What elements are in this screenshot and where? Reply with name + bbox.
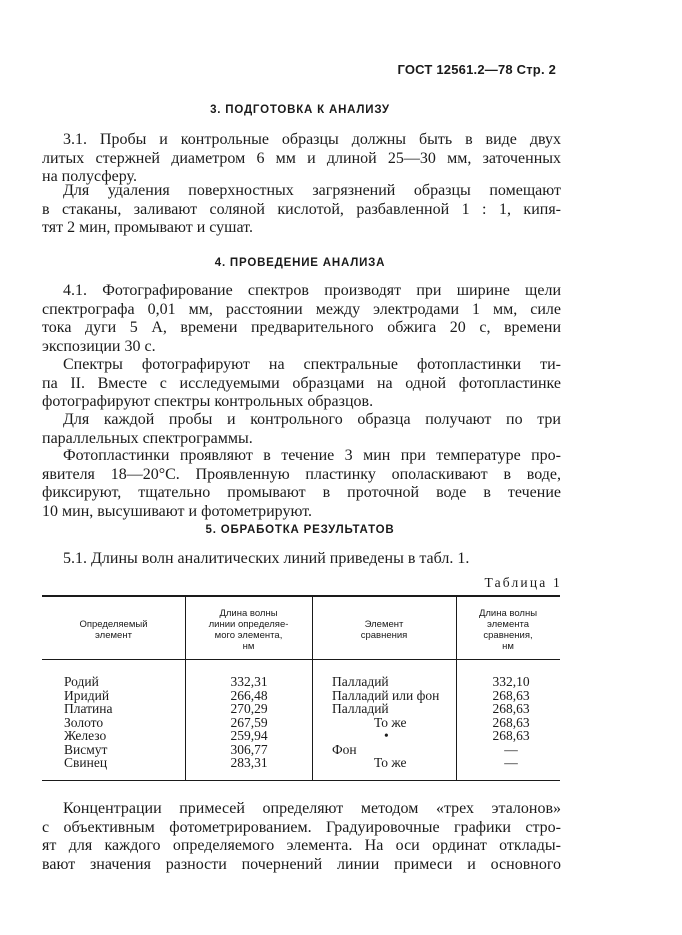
column-elements bbox=[64, 675, 112, 770]
table-cell: Иридий bbox=[64, 687, 110, 703]
header-line: элемента bbox=[486, 619, 530, 630]
text-line: Для удаления поверхностных загрязнений образцы помещают bbox=[63, 182, 561, 199]
text-line: тока дуги 5 А, времени предварительного обжига 20 с, времени bbox=[42, 319, 561, 336]
paragraph-4-developing bbox=[42, 447, 561, 521]
header-reference-wavelength bbox=[456, 602, 560, 658]
text-line: явителя 18—20°С. Проявленную пластинку ополаскивают в воде, bbox=[42, 465, 561, 483]
header-wavelength bbox=[185, 602, 312, 658]
header-line: нм bbox=[242, 641, 255, 652]
text-line: Концентрации примесей определяют методом «трех эталонов» bbox=[63, 800, 561, 817]
header-line: Длина волны bbox=[478, 608, 538, 619]
table-cell: — bbox=[504, 755, 518, 770]
text-line: в стаканы, заливают соляной кислотой, разбавленной 1 : 1, кипя- bbox=[42, 200, 561, 218]
table-cell: Платина bbox=[64, 701, 113, 716]
text-line: Спектры фотографируют на спектральные фотопластинки ти- bbox=[63, 356, 561, 373]
table-cell: 268,63 bbox=[492, 701, 530, 716]
table-cell: 259,94 bbox=[230, 728, 268, 743]
paragraph-4-spectrograms bbox=[42, 411, 561, 448]
header-determined-element bbox=[42, 602, 185, 658]
table-cell: 268,63 bbox=[492, 728, 530, 743]
text-line: па II. Вместе с исследуемыми образцами на одной фотопластинке bbox=[42, 374, 561, 392]
table-cell: Палладий или фон bbox=[332, 687, 440, 703]
column-references bbox=[332, 675, 462, 770]
table-cell: 283,31 bbox=[230, 755, 268, 770]
header-line: линии определяе- bbox=[208, 619, 289, 630]
paragraph-5-1 bbox=[42, 550, 561, 569]
table-cell: 266,48 bbox=[230, 687, 268, 703]
table-cell: Висмут bbox=[64, 741, 108, 757]
table-cell: 268,63 bbox=[492, 714, 530, 730]
header-line: Элемент bbox=[364, 619, 404, 630]
section-3-heading: 3. ПОДГОТОВКА К АНАЛИЗУ bbox=[210, 104, 390, 116]
text-line: параллельных спектрограммы. bbox=[42, 429, 253, 447]
text-line: Фотопластинки проявляют в течение 3 мин при температуре про- bbox=[63, 447, 561, 464]
paragraph-4-plates bbox=[42, 356, 561, 412]
table-caption: Таблица 1 bbox=[484, 575, 562, 590]
text-line: 3.1. Пробы и контрольные образцы должны быть в виде двух bbox=[63, 131, 561, 148]
header-line: мого элемента, bbox=[214, 630, 283, 641]
table-cell: 268,63 bbox=[492, 687, 530, 703]
page-header: ГОСТ 12561.2—78 Стр. 2 bbox=[397, 62, 556, 77]
table-top-rule bbox=[42, 595, 560, 597]
wavelength-table bbox=[42, 595, 560, 781]
table-cell: Железо bbox=[64, 728, 107, 743]
table-cell: 332,10 bbox=[492, 674, 530, 689]
header-line: Длина волны bbox=[219, 608, 278, 619]
table-cell: — bbox=[504, 741, 518, 757]
text-line: фиксируют, тщательно промывают в проточной воде в течение bbox=[42, 484, 561, 501]
header-line: сравнения bbox=[360, 630, 408, 641]
header-reference-element bbox=[312, 602, 456, 658]
table-cell: Палладий bbox=[332, 701, 389, 716]
table-cell: 267,59 bbox=[230, 714, 268, 730]
text-line: спектрографа 0,01 мм, расстоянии между электродами 1 мм, силе bbox=[42, 300, 561, 318]
table-cell: Фон bbox=[332, 741, 357, 757]
table-cell: 270,29 bbox=[230, 701, 268, 716]
header-line: элемент bbox=[95, 630, 132, 641]
paragraph-4-1 bbox=[42, 282, 561, 356]
table-header-rule bbox=[42, 659, 560, 660]
text-line: с объективным фотометрированием. Градуировочные графики стро- bbox=[42, 818, 561, 836]
table-cell: То же bbox=[374, 714, 407, 730]
text-line: 10 мин, высушивают и фотометрируют. bbox=[42, 502, 312, 520]
text-line: 4.1. Фотографирование спектров производят при ширине щели bbox=[63, 282, 561, 299]
header-line: сравнения, bbox=[483, 630, 533, 641]
table-cell: Золото bbox=[64, 714, 104, 730]
text-line: вают значения разности почернений линии примеси и основного bbox=[42, 855, 561, 873]
column-reference-wavelengths bbox=[462, 675, 560, 770]
table-cell: Палладий bbox=[332, 674, 389, 689]
paragraph-3-1 bbox=[42, 131, 561, 187]
table-cell: 306,77 bbox=[230, 741, 268, 757]
header-line: нм bbox=[502, 641, 514, 652]
header-line: Определяемый bbox=[79, 619, 148, 630]
text-line: на полусферу. bbox=[42, 168, 137, 185]
table-cell: • bbox=[384, 728, 389, 743]
text-line: литых стержней диаметром 6 мм и длиной 25—30 мм, заточенных bbox=[42, 149, 561, 167]
table-bottom-rule bbox=[42, 780, 560, 781]
text-line: экспозиции 30 с. bbox=[42, 337, 156, 355]
column-wavelengths bbox=[189, 675, 309, 770]
text-line: 5.1. Длины волн аналитических линий приведены в табл. 1. bbox=[63, 550, 470, 567]
table-cell: 332,31 bbox=[230, 674, 268, 689]
paragraph-3-cleaning bbox=[42, 182, 561, 238]
paragraph-concentrations bbox=[42, 800, 561, 874]
table-cell: То же bbox=[374, 755, 407, 770]
text-line: тят 2 мин, промывают и сушат. bbox=[42, 219, 253, 236]
text-line: ят для каждого определяемого элемента. На оси ординат отклады- bbox=[42, 837, 561, 854]
text-line: фотографируют спектры контрольных образцов. bbox=[42, 393, 374, 410]
table-cell: Свинец bbox=[64, 755, 108, 770]
text-line: Для каждой пробы и контрольного образца получают по три bbox=[63, 411, 561, 428]
section-4-heading: 4. ПРОВЕДЕНИЕ АНАЛИЗА bbox=[214, 257, 386, 269]
table-cell: Родий bbox=[64, 674, 99, 689]
section-5-heading: 5. ОБРАБОТКА РЕЗУЛЬТАТОВ bbox=[205, 524, 395, 536]
